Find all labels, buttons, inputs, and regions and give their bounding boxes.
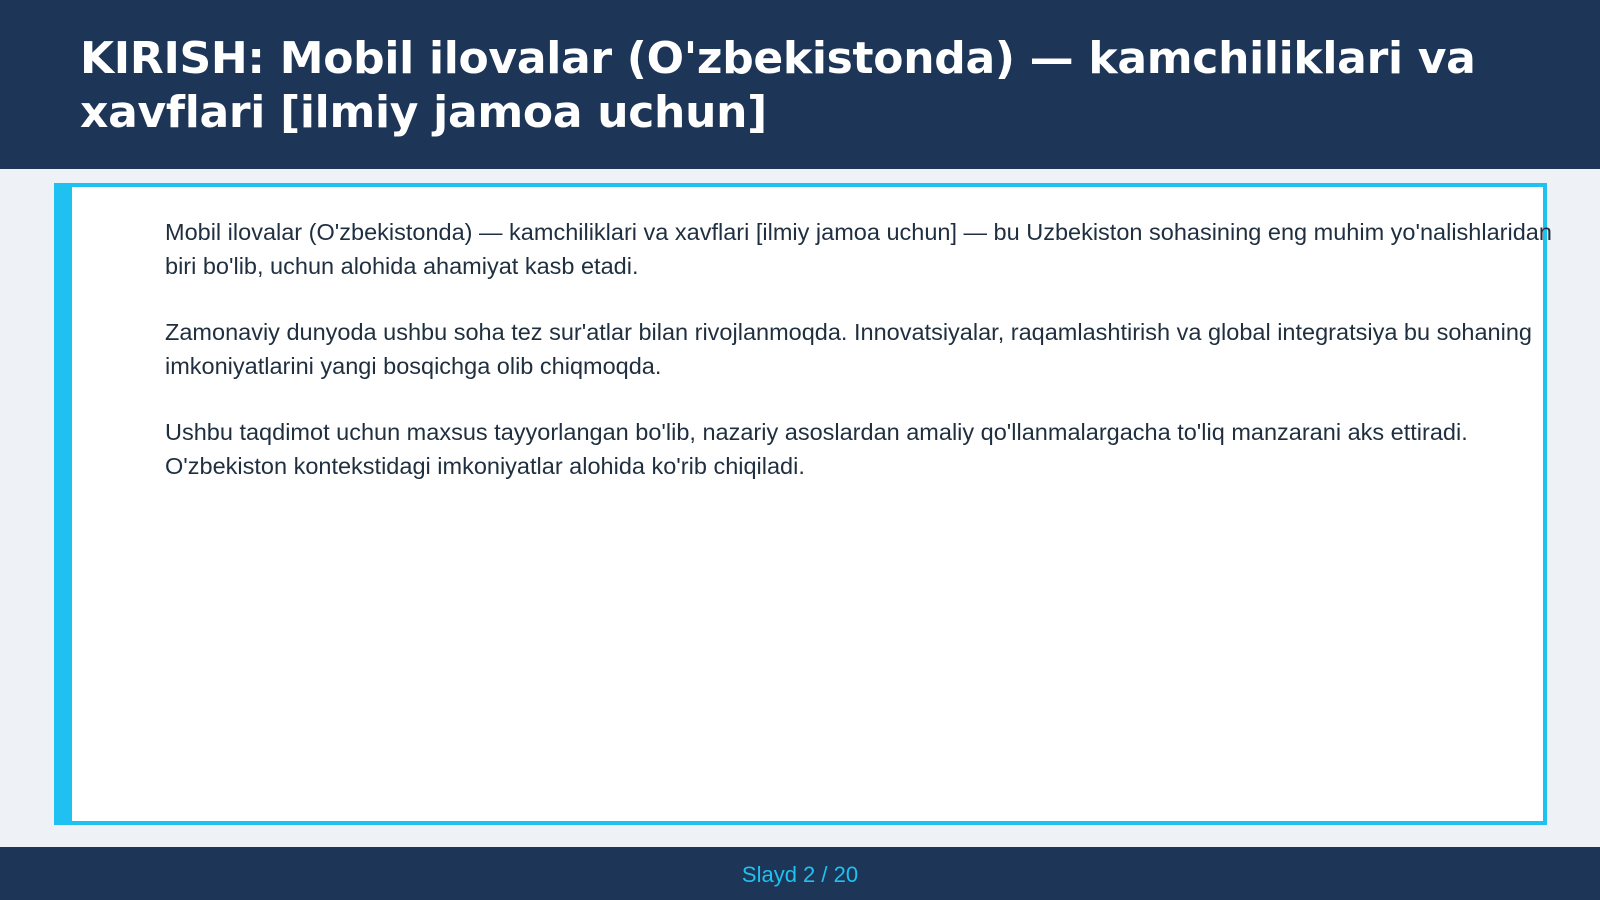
slide-content-card bbox=[54, 183, 1552, 825]
intro-paragraph: Mobil ilovalar (O'zbekistonda) — kamchiliklari va xavflari [ilmiy jamoa uchun] — bu Uzbekiston sohasining eng muhim yo'nalishlaridan biri bo'lib, uchun alohida ahamiyat kasb etadi. bbox=[165, 219, 1552, 279]
slide-counter: Slayd 2 / 20 bbox=[741, 862, 859, 887]
overview-paragraph: Ushbu taqdimot uchun maxsus tayyorlangan bo'lib, nazariy asoslardan amaliy qo'llanmalargacha to'liq manzarani aks ettiradi. O'zbekiston kontekstidagi imkoniyatlar alohida ko'rib chiqiladi. bbox=[165, 419, 1468, 479]
slide-footer bbox=[0, 847, 1600, 900]
context-paragraph: Zamonaviy dunyoda ushbu soha tez sur'atlar bilan rivojlanmoqda. Innovatsiyalar, raqamlashtirish va global integratsiya bu sohaning imkoniyatlarini yangi bosqichga olib chiqmoqda. bbox=[165, 319, 1532, 379]
slide-title: KIRISH: Mobil ilovalar (O'zbekistonda) — kamchiliklari va xavflari [ilmiy jamoa uchun] bbox=[80, 33, 1476, 138]
slide-header bbox=[0, 0, 1600, 169]
